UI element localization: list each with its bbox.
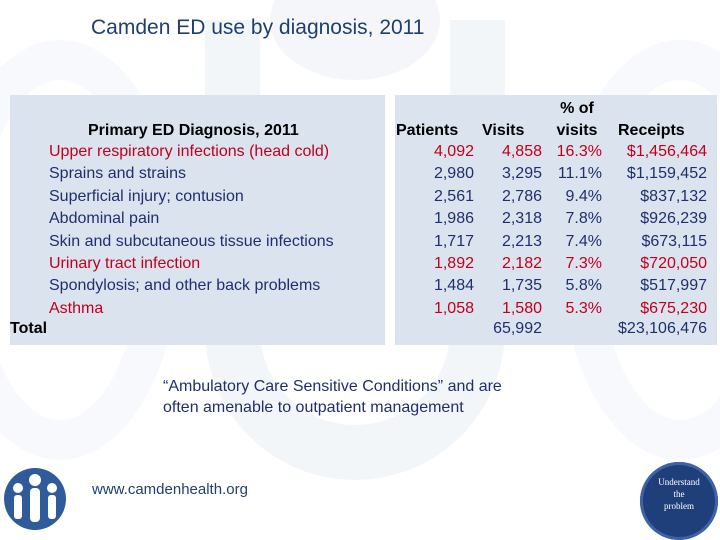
diagnosis-cell: Asthma (49, 299, 104, 317)
visits-cell: 2,213 (501, 232, 542, 250)
total-visits: 65,992 (493, 320, 542, 337)
receipts-cell: $673,115 (641, 232, 707, 250)
camden-logo-icon (2, 466, 68, 532)
pct-cell: 7.4% (565, 232, 602, 250)
header-receipts: Receipts (618, 122, 685, 139)
visits-cell: 1,735 (501, 277, 542, 295)
receipts-cell: $926,239 (640, 210, 707, 228)
header-pct-line1: % of (560, 100, 594, 117)
receipts-cell: $517,997 (640, 277, 707, 295)
receipts-cell: $720,050 (640, 255, 707, 272)
patients-cell: 4,092 (433, 143, 474, 160)
note-line-1: “Ambulatory Care Sensitive Conditions” and are (163, 378, 502, 395)
note-line-2: often amenable to outpatient management (163, 399, 464, 416)
visits-cell: 3,295 (501, 165, 542, 183)
patients-cell: 1,717 (433, 232, 474, 250)
receipts-cell: $675,230 (640, 299, 707, 317)
patients-cell: 1,892 (433, 255, 474, 272)
patients-cell: 1,484 (433, 277, 474, 295)
badge-line-1: Understand (658, 477, 700, 487)
visits-cell: 1,580 (501, 299, 542, 317)
receipts-cell: $1,159,452 (626, 165, 707, 183)
receipts-cell: $1,456,464 (626, 143, 707, 160)
patients-cell: 1,986 (433, 210, 474, 228)
visits-cell: 4,858 (501, 143, 542, 160)
header-visits: Visits (482, 122, 525, 139)
diagnosis-cell: Sprains and strains (49, 165, 186, 183)
diagnosis-table (10, 95, 707, 345)
badge-line-2: the (673, 489, 685, 499)
receipts-cell: $837,132 (640, 187, 707, 205)
patients-cell: 1,058 (433, 299, 474, 317)
pct-cell: 5.3% (565, 299, 602, 317)
visits-cell: 2,786 (501, 187, 542, 205)
total-label: Total (10, 320, 48, 337)
diagnosis-cell: Skin and subcutaneous tissue infections (49, 232, 334, 250)
patients-cell: 2,980 (433, 165, 474, 183)
pct-cell: 5.8% (565, 277, 602, 295)
patients-cell: 2,561 (433, 187, 474, 205)
slide-title: Camden ED use by diagnosis, 2011 (91, 16, 425, 39)
header-patients: Patients (396, 122, 459, 139)
pct-cell: 7.3% (565, 255, 602, 272)
footer-url: www.camdenhealth.org (92, 481, 248, 498)
total-receipts: $23,106,476 (618, 320, 707, 337)
diagnosis-cell: Spondylosis; and other back problems (49, 277, 321, 295)
pct-cell: 16.3% (556, 143, 602, 160)
pct-cell: 7.8% (565, 210, 602, 228)
diagnosis-cell: Superficial injury; contusion (49, 187, 244, 205)
pct-cell: 9.4% (565, 187, 602, 205)
header-diagnosis: Primary ED Diagnosis, 2011 (88, 122, 299, 139)
visits-cell: 2,318 (501, 210, 542, 228)
diagnosis-cell: Urinary tract infection (49, 255, 201, 272)
visits-cell: 2,182 (501, 255, 542, 272)
understand-problem-badge (640, 462, 718, 540)
pct-cell: 11.1% (557, 165, 602, 183)
badge-line-3: problem (664, 501, 694, 511)
diagnosis-cell: Abdominal pain (49, 210, 160, 228)
note-text (163, 376, 502, 418)
header-pct-line2: visits (556, 122, 598, 139)
diagnosis-cell: Upper respiratory infections (head cold) (49, 143, 330, 160)
